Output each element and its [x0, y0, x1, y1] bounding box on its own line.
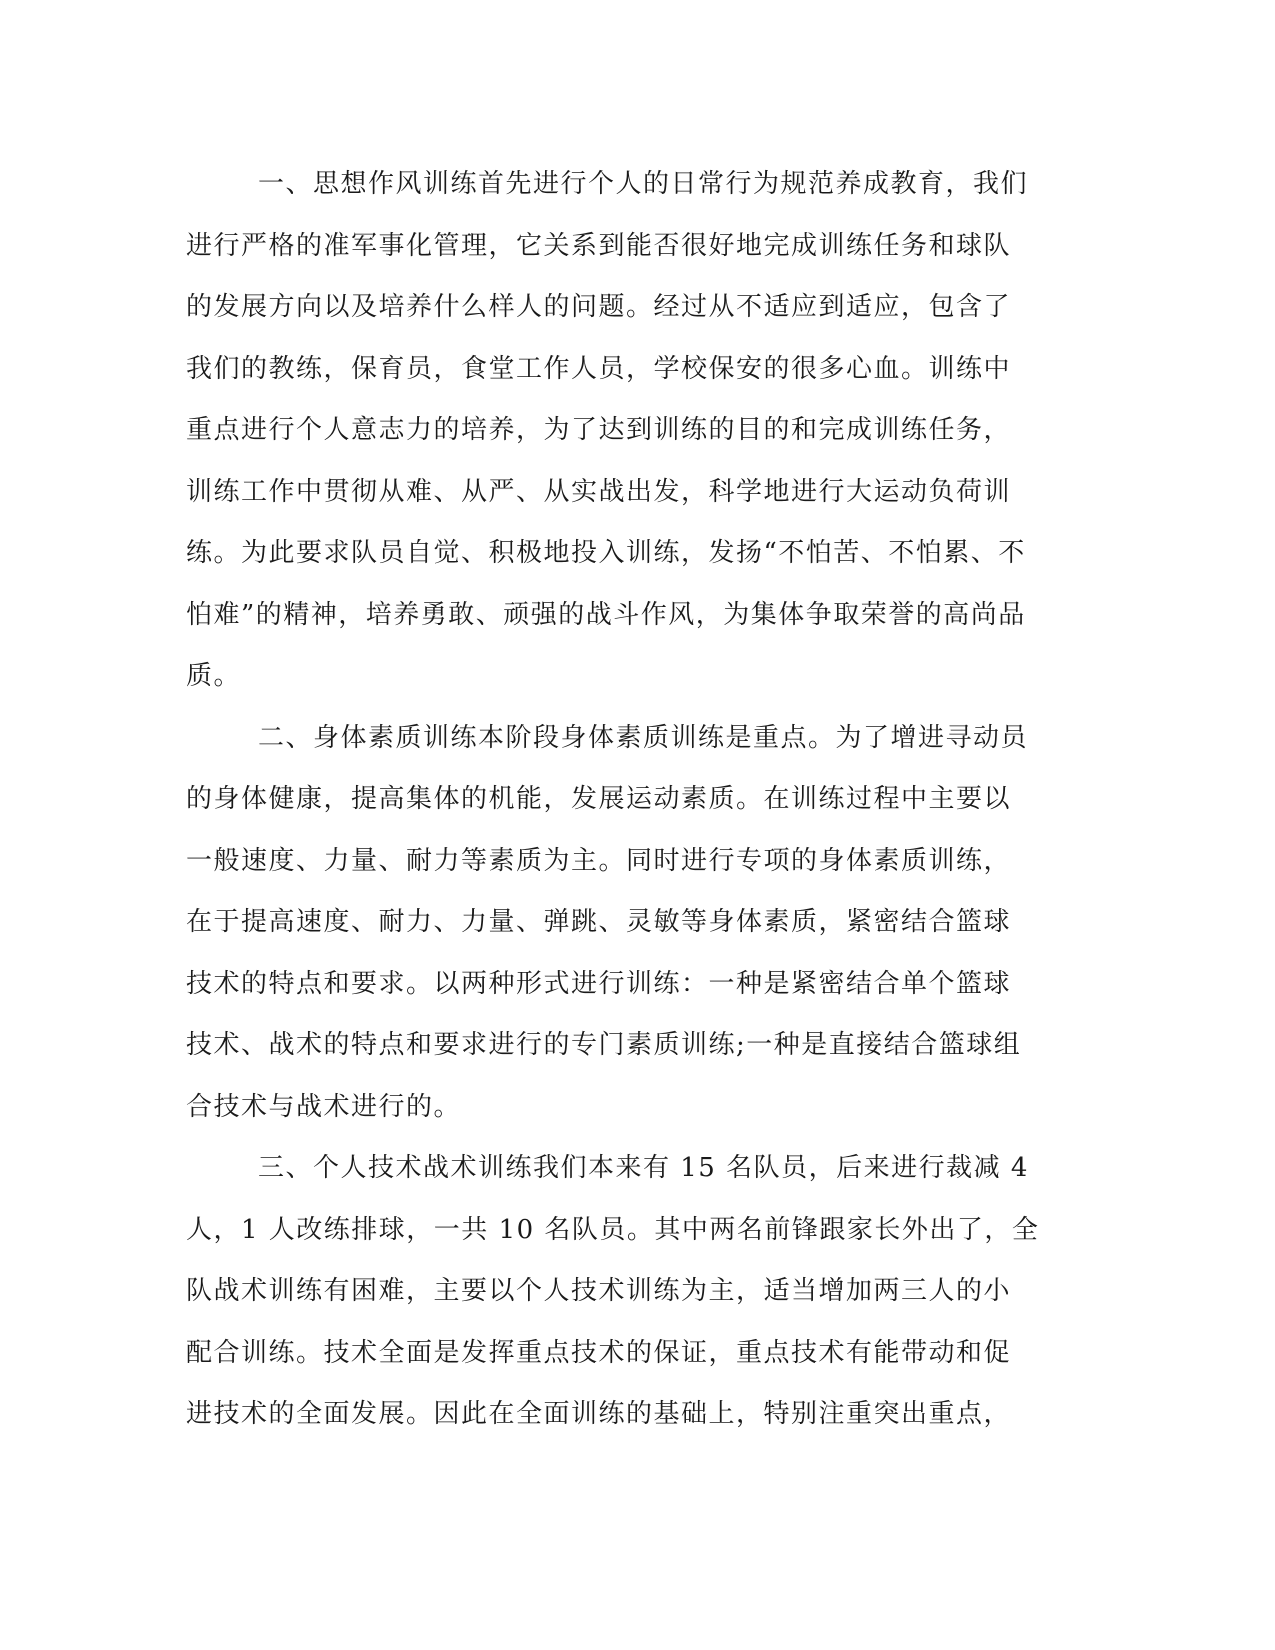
text-line: 人，1 人改练排球，一共 10 名队员。其中两名前锋跟家长外出了，全: [186, 1214, 1040, 1245]
text-line: 重点进行个人意志力的培养，为了达到训练的目的和完成训练任务，: [186, 415, 1012, 445]
text-line: 质。: [186, 661, 242, 691]
text-line: 一、思想作风训练首先进行个人的日常行为规范养成教育，我们: [258, 169, 1029, 199]
text-line: 进技术的全面发展。因此在全面训练的基础上，特别注重突出重点，: [186, 1399, 1012, 1429]
document-body: [186, 154, 1066, 1446]
text-line: 技术、战术的特点和要求进行的专门素质训练;一种是直接结合篮球组: [186, 1030, 1022, 1060]
text-line: 队战术训练有困难，主要以个人技术训练为主，适当增加两三人的小: [186, 1276, 1012, 1306]
text-line: 二、身体素质训练本阶段身体素质训练是重点。为了增进寻动员: [258, 722, 1029, 753]
text-line: 的发展方向以及培养什么样人的问题。经过从不适应到适应，包含了: [186, 292, 1012, 322]
text-line: 在于提高速度、耐力、力量、弹跳、灵敏等身体素质，紧密结合篮球: [186, 907, 1012, 937]
text-line: 练。为此要求队员自觉、积极地投入训练，发扬“不怕苦、不怕累、不: [186, 538, 1026, 568]
text-line: 训练工作中贯彻从难、从严、从实战出发，科学地进行大运动负荷训: [186, 476, 1012, 507]
text-line: 三、个人技术战术训练我们本来有 15 名队员，后来进行裁减 4: [258, 1153, 1029, 1183]
paragraph-2: [186, 708, 1066, 1139]
paragraph-1: [186, 154, 1066, 708]
text-line: 配合训练。技术全面是发挥重点技术的保证，重点技术有能带动和促: [186, 1337, 1012, 1368]
text-line: 怕难”的精神，培养勇敢、顽强的战斗作风，为集体争取荣誉的高尚品: [186, 599, 1026, 630]
text-line: 技术的特点和要求。以两种形式进行训练：一种是紧密结合单个篮球: [186, 968, 1012, 999]
text-line: 进行严格的准军事化管理，它关系到能否很好地完成训练任务和球队: [186, 230, 1012, 261]
paragraph-3: [186, 1138, 1066, 1446]
text-line: 的身体健康，提高集体的机能，发展运动素质。在训练过程中主要以: [186, 784, 1012, 814]
text-line: 我们的教练，保育员，食堂工作人员，学校保安的很多心血。训练中: [186, 353, 1012, 384]
text-line: 合技术与战术进行的。: [186, 1091, 462, 1122]
text-line: 一般速度、力量、耐力等素质为主。同时进行专项的身体素质训练，: [186, 845, 1012, 876]
